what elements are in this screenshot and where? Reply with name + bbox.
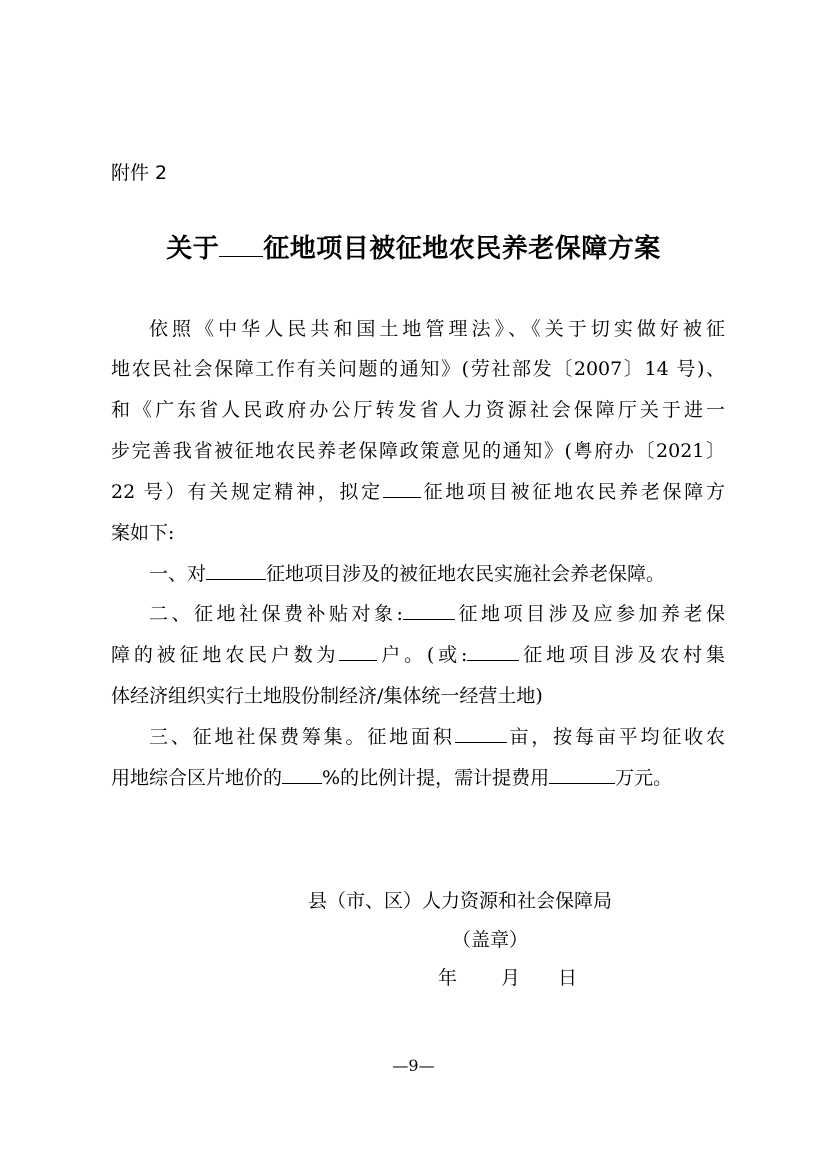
intro-line-5-b: 征地项目被征地农民养老保障方 [420, 481, 725, 503]
item-2-blank-2 [339, 643, 377, 661]
document-title [0, 228, 827, 265]
title-suffix: 征地项目被征地农民养老保障方案 [263, 234, 661, 264]
item-3-blank-1 [455, 725, 507, 743]
item-3-blank-3 [549, 766, 615, 784]
item-3-c: 用地综合区片地价的 [111, 767, 283, 789]
item-2-b: 征地项目涉及应参加养老保 [454, 603, 725, 625]
signature-date [438, 963, 577, 990]
signature-seal: （盖章） [452, 929, 529, 951]
date-month: 月 [501, 967, 521, 989]
item-1 [149, 560, 725, 589]
item-3-b: 亩，按每亩平均征收农 [506, 726, 725, 748]
intro-line-5-a: 22 号）有关规定精神，拟定 [111, 481, 383, 503]
title-blank [219, 236, 263, 257]
item-3-line-1 [149, 723, 725, 752]
intro-line-3: 和《广东省人民政府办公厅转发省人力资源社会保障厅关于进一 [111, 399, 725, 421]
item-2-e: 征地项目涉及农村集 [519, 644, 725, 666]
item-2-d: 户。(或: [377, 644, 468, 666]
item-3-d: %的比例计提，需计提费用 [322, 767, 550, 789]
date-year: 年 [438, 967, 458, 989]
intro-line-2: 地农民社会保障工作有关问题的通知》(劳社部发〔2007〕14 号)、 [111, 358, 725, 380]
item-2-blank-1 [403, 602, 455, 620]
signature-office: 县（市、区）人力资源和社会保障局 [308, 890, 613, 912]
item-2-blank-3 [467, 643, 519, 661]
item-2-line-3: 体经济组织实行土地股份制经济/集体统一经营土地) [111, 685, 543, 707]
title-prefix: 关于 [166, 234, 220, 264]
item-3-a: 三、征地社保费筹集。征地面积 [149, 726, 455, 748]
intro-line-1: 依照《中华人民共和国土地管理法》、《关于切实做好被征 [149, 318, 725, 340]
item-2-c: 障的被征地农民户数为 [111, 644, 340, 666]
item-2-a: 二、征地社保费补贴对象: [149, 603, 403, 625]
intro-line-6: 案如下: [111, 522, 175, 544]
intro-blank [383, 480, 421, 498]
intro-line-4: 步完善我省被征地农民养老保障政策意见的通知》(粤府办〔2021〕 [111, 440, 725, 462]
item-1-blank [206, 562, 266, 580]
attachment-label: 附件 2 [111, 162, 168, 184]
intro-line-5 [111, 478, 725, 507]
item-1-b: 征地项目涉及的被征地农民实施社会养老保障。 [266, 563, 666, 585]
page-number: —9— [392, 1056, 435, 1075]
item-1-a: 一、对 [149, 563, 207, 585]
item-3-line-2 [111, 764, 725, 793]
item-2-line-1 [149, 600, 725, 629]
item-3-e: 万元。 [615, 767, 673, 789]
item-3-blank-2 [282, 766, 322, 784]
date-day: 日 [558, 967, 578, 989]
item-2-line-2 [111, 641, 725, 670]
